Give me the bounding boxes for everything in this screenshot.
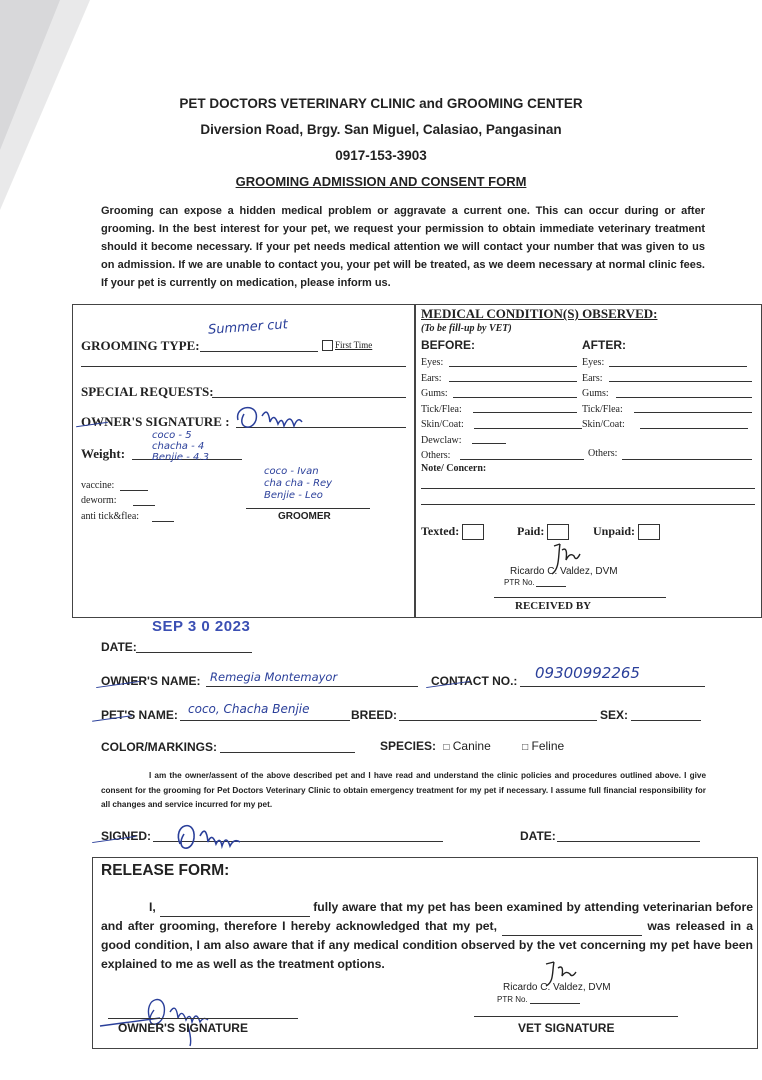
- antitick-line: [152, 521, 174, 522]
- weight-value-coco: coco - 5: [152, 430, 192, 441]
- before-eyes: Eyes:: [421, 357, 444, 368]
- after-tick-line: [634, 412, 752, 413]
- clinic-address: Diversion Road, Brgy. San Miguel, Calasiao, Pangasinan: [200, 122, 562, 137]
- sex-label: SEX:: [600, 708, 629, 722]
- after-ears: Ears:: [582, 372, 603, 384]
- before-tickflea: Tick/Flea:: [421, 403, 462, 415]
- pet-name-label: PET'S NAME:: [101, 708, 178, 722]
- vet-name: Ricardo C. Valdez, DVM: [510, 566, 618, 577]
- before-column: [421, 355, 464, 464]
- special-requests-label: SPECIAL REQUESTS:: [81, 384, 214, 399]
- release-ptr-label: PTR No.: [497, 995, 528, 1004]
- received-by-line: [494, 597, 666, 598]
- weight-values: [152, 430, 209, 463]
- after-skincoat: Skin/Coat:: [582, 419, 625, 430]
- before-ears: Ears:: [421, 372, 442, 384]
- before-skincoat: Skin/Coat:: [421, 419, 464, 430]
- date-line: [136, 652, 252, 653]
- note-line-1: [421, 488, 755, 489]
- before-others: Others:: [421, 450, 451, 461]
- signed-label: SIGNED:: [101, 829, 152, 843]
- texted-label: Texted:: [421, 524, 460, 538]
- grooming-type-line: [200, 351, 318, 352]
- groomer-label: GROOMER: [278, 511, 331, 522]
- clinic-phone: 0917-153-3903: [335, 148, 427, 163]
- owner-name-value[interactable]: Remegia Montemayor: [210, 670, 338, 684]
- owner-signature-label: OWNER'S SIGNATURE :: [81, 414, 230, 429]
- unpaid-field[interactable]: [593, 524, 660, 540]
- paid-label: Paid:: [517, 524, 545, 538]
- release-vet-name: Ricardo C. Valdez, DVM: [503, 982, 611, 993]
- pet-name-value[interactable]: coco, Chacha Benjie: [188, 702, 310, 716]
- checkbox-icon[interactable]: [322, 340, 333, 351]
- unpaid-label: Unpaid:: [593, 524, 636, 538]
- grooming-type-label: GROOMING TYPE:: [81, 338, 200, 353]
- after-label: AFTER:: [582, 338, 626, 352]
- before-skin-line: [474, 428, 582, 429]
- vet-signature-line: [474, 1016, 678, 1017]
- groomer-value-chacha: cha cha - Rey: [264, 478, 333, 489]
- feline-option[interactable]: [522, 739, 564, 753]
- clinic-name: PET DOCTORS VETERINARY CLINIC and GROOMING CENTER: [179, 96, 583, 111]
- antitick-label: anti tick&flea:: [81, 511, 140, 522]
- vaccine-line: [120, 490, 148, 491]
- after-others-line: [622, 459, 752, 460]
- groomer-value-benjie: Benjie - Leo: [264, 490, 323, 501]
- color-line: [220, 752, 355, 753]
- form-title: GROOMING ADMISSION AND CONSENT FORM: [235, 174, 527, 189]
- deworm-line: [133, 505, 155, 506]
- weight-value-benjie: Benjie - 4.3: [152, 452, 209, 463]
- release-title: RELEASE FORM:: [101, 862, 230, 879]
- grooming-extra-line: [81, 366, 406, 367]
- after-tickflea: Tick/Flea:: [582, 403, 623, 415]
- unpaid-box[interactable]: [638, 524, 660, 540]
- date-stamp: SEP 3 0 2023: [152, 618, 251, 635]
- date2-label: DATE:: [520, 829, 556, 843]
- owner-signature-scribble: [232, 400, 312, 434]
- note-line-2: [421, 504, 755, 505]
- ptr-label: PTR No.: [504, 578, 535, 587]
- medical-subtitle: (To be fill-up by VET): [421, 323, 512, 334]
- sex-line: [631, 720, 701, 721]
- groomer-value-coco: coco - Ivan: [264, 466, 319, 477]
- checkbox-icon[interactable]: □: [443, 742, 450, 753]
- intro-paragraph: Grooming can expose a hidden medical problem or aggravate a current one. This can occur during or after grooming. In the best interest for your pet, we request your permission to obtain immediate veterinary treatment should it become necessary. If your pet needs medical attention we will contact your number that was given to us on admission. If we are unable to contact you, your pet will be treated, as we deem necessary at normal clinic fees. If your pet is currently on medication, please inform us.: [101, 205, 705, 289]
- before-dewclaw: Dewclaw:: [421, 434, 462, 446]
- paid-box[interactable]: [547, 524, 569, 540]
- breed-label: BREED:: [351, 708, 398, 722]
- deworm-label: deworm:: [81, 495, 117, 506]
- date2-line: [557, 841, 700, 842]
- paid-field[interactable]: [517, 524, 569, 540]
- before-label: BEFORE:: [421, 338, 475, 352]
- contact-line: [520, 686, 705, 687]
- weight-label: Weight:: [81, 446, 126, 461]
- signed-signature-scribble: [170, 814, 254, 860]
- release-text-part1: fully aware that my pet has been examined by attending veterinarian before and after grooming, therefore I hereby acknowledged that my pet,: [101, 900, 753, 933]
- after-gums-line: [616, 397, 752, 398]
- before-tick-line: [473, 412, 577, 413]
- after-eyes-line: [609, 366, 747, 367]
- contact-label: CONTACT NO.:: [431, 674, 518, 688]
- before-ears-line: [449, 381, 577, 382]
- medical-title: MEDICAL CONDITION(S) OBSERVED:: [421, 306, 658, 321]
- texted-box[interactable]: [462, 524, 484, 540]
- before-dewclaw-line: [472, 443, 506, 444]
- texted-field[interactable]: [421, 524, 484, 540]
- release-paragraph: [101, 898, 753, 974]
- release-text-i: I,: [149, 900, 156, 914]
- before-gums-line: [453, 397, 577, 398]
- special-requests-line: [212, 397, 406, 398]
- owner-signature-line: [108, 1018, 298, 1019]
- after-ears-line: [609, 381, 752, 382]
- groomer-values: [264, 466, 332, 502]
- note-label: Note/ Concern:: [421, 463, 487, 474]
- pet-name-line: [180, 720, 350, 721]
- groomer-line: [246, 508, 370, 509]
- release-name-blank[interactable]: [160, 902, 310, 917]
- after-gums: Gums:: [582, 388, 609, 399]
- release-owner-signature-label: OWNER'S SIGNATURE: [118, 1021, 248, 1035]
- canine-option[interactable]: [443, 739, 490, 753]
- canine-label: Canine: [452, 739, 491, 753]
- weight-value-chacha: chacha - 4: [152, 441, 205, 452]
- after-eyes: Eyes:: [582, 357, 605, 368]
- received-by-label: RECEIVED BY: [515, 600, 592, 612]
- after-skin-line: [640, 428, 748, 429]
- release-pet-blank[interactable]: [502, 921, 642, 936]
- vaccine-label: vaccine:: [81, 480, 115, 491]
- before-eyes-line: [449, 366, 577, 367]
- before-others-line: [460, 459, 584, 460]
- color-label: COLOR/MARKINGS:: [101, 740, 217, 754]
- before-gums: Gums:: [421, 388, 448, 399]
- first-time-label: First Time: [335, 340, 373, 350]
- contact-value[interactable]: 09300992265: [535, 664, 640, 682]
- species-label: SPECIES:: [380, 739, 437, 753]
- release-text-part2: was released in a good condition, I am also aware that if any medical condition observed by the vet concerning my pet have been explained to me as well as the treatment options.: [101, 919, 754, 971]
- date-label: DATE:: [101, 640, 137, 654]
- grooming-type-value[interactable]: Summer cut: [207, 317, 289, 338]
- release-vet-signature-label: VET SIGNATURE: [518, 1021, 615, 1035]
- species-field: [380, 739, 564, 753]
- feline-label: Feline: [531, 739, 565, 753]
- ptr-line: [536, 586, 566, 587]
- checkbox-icon[interactable]: □: [522, 742, 529, 753]
- breed-line: [399, 720, 597, 721]
- consent-paragraph: I am the owner/assent of the above described pet and I have read and understand the clinic policies and procedures outlined above. I give consent for the grooming for Pet Doctors Veterinary Clinic to obtain emergency treatment for my pet if necessary. I assume full financial responsibility for all changes and service incurred for my pet.: [101, 771, 706, 809]
- release-ptr-line: [530, 1003, 580, 1004]
- after-others: Others:: [588, 448, 618, 459]
- first-time-checkbox[interactable]: [322, 340, 372, 351]
- owner-name-label: OWNER'S NAME:: [101, 674, 201, 688]
- owner-name-line: [206, 686, 418, 687]
